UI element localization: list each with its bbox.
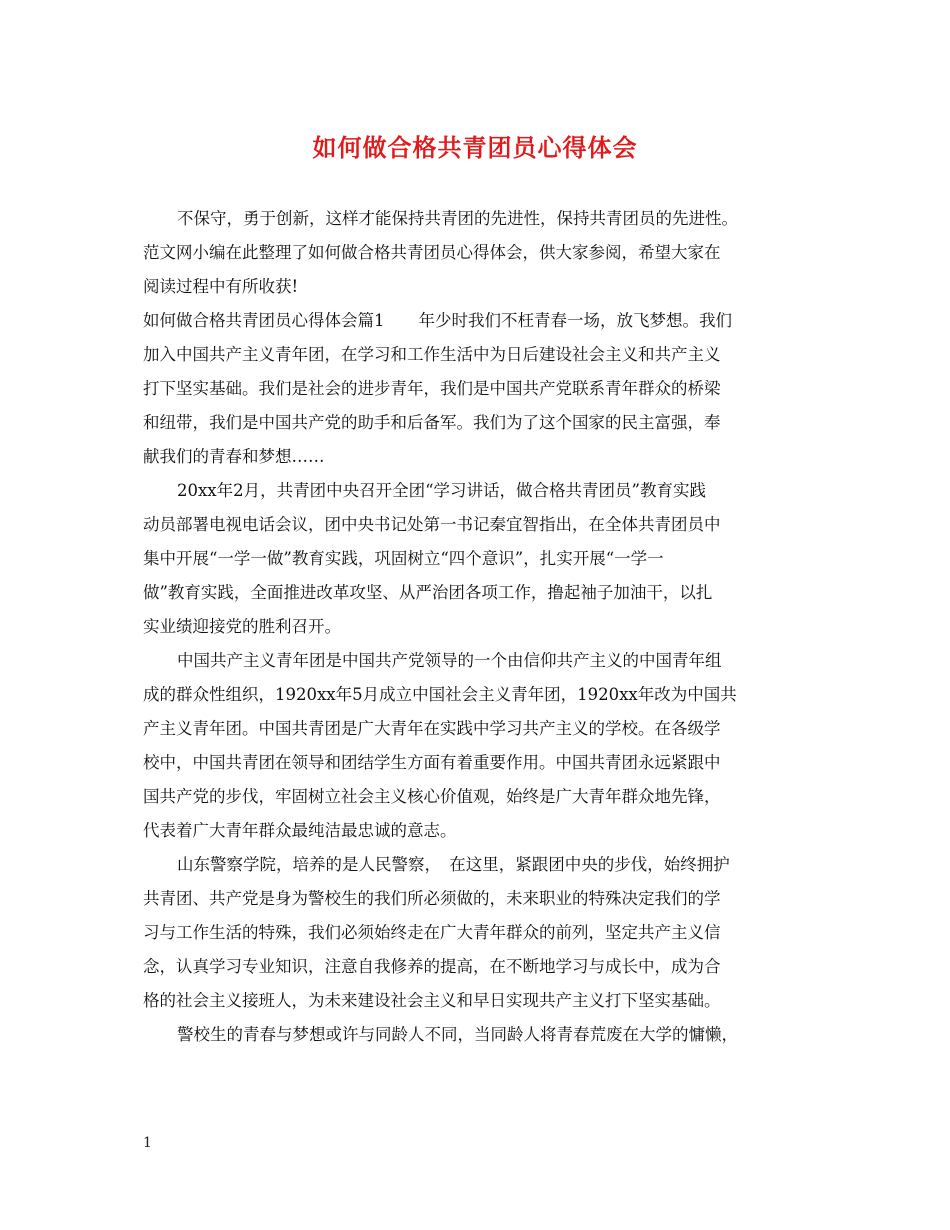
paragraph-line: 国共产党的步伐，牢固树立社会主义核心价值观，始终是广大青年群众地先锋， (143, 787, 721, 806)
paragraph-line: 献我们的青春和梦想…… (143, 447, 325, 466)
paragraph-line: 代表着广大青年群众最纯洁最忠诚的意志。 (143, 821, 457, 840)
section-heading: 如何做合格共青团员心得体会篇1 (143, 311, 385, 330)
page-number: 1 (143, 1135, 152, 1151)
paragraph-line: 实业绩迎接党的胜利召开。 (143, 617, 341, 636)
paragraph-line: 格的社会主义接班人，为未来建设社会主义和早日实现共产主义打下坚实基础。 (143, 991, 721, 1010)
paragraph-line: 山东警察学院，培养的是人民警察， 在这里，紧跟团中央的步伐，始终拥护 (177, 855, 730, 874)
paragraph-line: 中国共产主义青年团是中国共产党领导的一个由信仰共产主义的中国青年组 (177, 651, 722, 670)
paragraph-line: 念，认真学习专业知识，注意自我修养的提高，在不断地学习与成长中，成为合 (143, 957, 721, 976)
paragraph-line: 和纽带，我们是中国共产党的助手和后备军。我们为了这个国家的民主富强，奉 (143, 413, 721, 432)
paragraph-line: 动员部署电视电话会议，团中央书记处第一书记秦宜智指出，在全体共青团员中 (143, 515, 721, 534)
paragraph-line: 打下坚实基础。我们是社会的进步青年，我们是中国共产党联系青年群众的桥梁 (143, 379, 721, 398)
paragraph-line: 不保守，勇于创新，这样才能保持共青团的先进性，保持共青团员的先进性。 (177, 209, 738, 228)
paragraph-line: 共青团、共产党是身为警校生的我们所必须做的，未来职业的特殊决定我们的学 (143, 889, 721, 908)
paragraph-line: 习与工作生活的特殊，我们必须始终走在广大青年群众的前列，坚定共产主义信 (143, 923, 721, 942)
paragraph-line: 校中，中国共青团在领导和团结学生方面有着重要作用。中国共青团永远紧跟中 (143, 753, 721, 772)
paragraph-line: 加入中国共产主义青年团，在学习和工作生活中为日后建设社会主义和共产主义 (143, 345, 721, 364)
paragraph-line: 20xx年2月，共青团中央召开全团“学习讲话，做合格共青团员”教育实践 (177, 481, 706, 500)
paragraph-line: 范文网小编在此整理了如何做合格共青团员心得体会，供大家参阅，希望大家在 (143, 243, 721, 262)
paragraph-line: 做”教育实践，全面推进改革攻坚、从严治团各项工作，撸起袖子加油干，以扎 (143, 583, 713, 602)
paragraph-line: 产主义青年团。中国共青团是广大青年在实践中学习共产主义的学校。在各级学 (143, 719, 721, 738)
section-heading-line (143, 304, 831, 338)
paragraph-line: 警校生的青春与梦想或许与同龄人不同，当同龄人将青春荒废在大学的慵懒， (177, 1025, 738, 1044)
document-title: 如何做合格共青团员心得体会 (312, 133, 638, 162)
document-body (143, 202, 831, 1052)
paragraph-text: 年少时我们不枉青春一场，放飞梦想。我们 (418, 311, 732, 330)
paragraph-line: 成的群众性组织，1920xx年5月成立中国社会主义青年团，1920xx年改为中国共 (143, 685, 737, 704)
paragraph-line: 阅读过程中有所收获! (143, 277, 299, 296)
paragraph-line: 集中开展“一学一做”教育实践，巩固树立“四个意识”，扎实开展“一学一 (143, 549, 664, 568)
